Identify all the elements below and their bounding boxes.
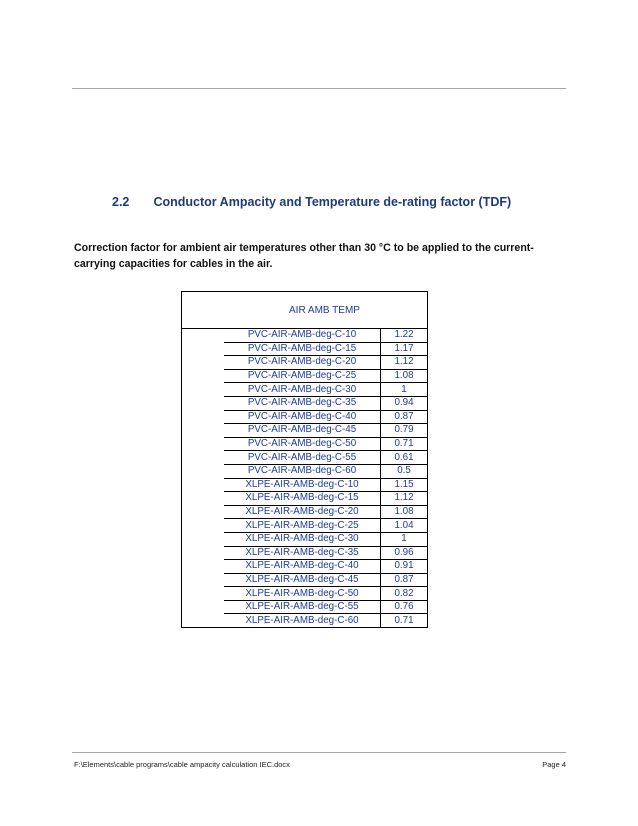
table-row (224, 369, 427, 383)
table-row (224, 560, 427, 574)
row-value: 1.12 (381, 492, 428, 506)
row-value: 0.76 (381, 600, 428, 614)
footer-rule (72, 752, 566, 753)
row-label: PVC-AIR-AMB-deg-C-30 (224, 383, 381, 397)
table-body (182, 329, 427, 627)
table-row (224, 329, 427, 342)
row-value: 1.08 (381, 369, 428, 383)
table-row (224, 587, 427, 601)
row-value: 0.96 (381, 546, 428, 560)
row-label: PVC-AIR-AMB-deg-C-60 (224, 464, 381, 478)
row-label: PVC-AIR-AMB-deg-C-20 (224, 356, 381, 370)
row-label: PVC-AIR-AMB-deg-C-45 (224, 424, 381, 438)
table-row (224, 519, 427, 533)
table-row (224, 437, 427, 451)
row-value: 0.82 (381, 587, 428, 601)
table-row (224, 492, 427, 506)
table-header (182, 292, 427, 329)
row-label: PVC-AIR-AMB-deg-C-35 (224, 396, 381, 410)
row-value: 0.91 (381, 560, 428, 574)
row-label: PVC-AIR-AMB-deg-C-55 (224, 451, 381, 465)
row-label: XLPE-AIR-AMB-deg-C-10 (224, 478, 381, 492)
table-row (224, 573, 427, 587)
row-value: 1.08 (381, 505, 428, 519)
row-value: 0.87 (381, 573, 428, 587)
table-row (224, 464, 427, 478)
footer-page-number: Page 4 (542, 760, 566, 769)
row-label: PVC-AIR-AMB-deg-C-50 (224, 437, 381, 451)
row-label: XLPE-AIR-AMB-deg-C-50 (224, 587, 381, 601)
row-label: PVC-AIR-AMB-deg-C-15 (224, 342, 381, 356)
row-label: XLPE-AIR-AMB-deg-C-45 (224, 573, 381, 587)
row-value: 0.71 (381, 614, 428, 627)
section-heading (112, 195, 511, 209)
table-row (224, 342, 427, 356)
row-label: XLPE-AIR-AMB-deg-C-20 (224, 505, 381, 519)
row-value: 1 (381, 383, 428, 397)
row-value: 0.94 (381, 396, 428, 410)
table-row (224, 600, 427, 614)
row-value: 1.17 (381, 342, 428, 356)
table-row (224, 505, 427, 519)
table-row (224, 383, 427, 397)
table-row (224, 396, 427, 410)
row-label: XLPE-AIR-AMB-deg-C-55 (224, 600, 381, 614)
row-value: 0.61 (381, 451, 428, 465)
row-label: PVC-AIR-AMB-deg-C-40 (224, 410, 381, 424)
table-row (224, 532, 427, 546)
air-amb-temp-table (181, 291, 428, 628)
row-value: 1.04 (381, 519, 428, 533)
footer-file-path: F:\Elements\cable programs\cable ampacity calculation IEC.docx (74, 760, 290, 769)
table-row (224, 546, 427, 560)
row-value: 0.71 (381, 437, 428, 451)
section-title: Conductor Ampacity and Temperature de-rating factor (TDF) (153, 195, 512, 209)
section-number: 2.2 (112, 195, 130, 209)
row-label: XLPE-AIR-AMB-deg-C-35 (224, 546, 381, 560)
table-row (224, 478, 427, 492)
row-value: 0.79 (381, 424, 428, 438)
row-label: PVC-AIR-AMB-deg-C-25 (224, 369, 381, 383)
correction-factor-paragraph: Correction factor for ambient air temperatures other than 30 °C to be applied to the current-carrying capacities for cables in the air. (74, 242, 534, 270)
row-value: 1.22 (381, 329, 428, 342)
header-rule (72, 88, 566, 89)
row-value: 1 (381, 532, 428, 546)
row-label: XLPE-AIR-AMB-deg-C-60 (224, 614, 381, 627)
table-row (224, 424, 427, 438)
row-value: 1.12 (381, 356, 428, 370)
row-label: XLPE-AIR-AMB-deg-C-25 (224, 519, 381, 533)
row-label: XLPE-AIR-AMB-deg-C-40 (224, 560, 381, 574)
table-header-label: AIR AMB TEMP (289, 305, 360, 316)
table-row (224, 356, 427, 370)
table-row (224, 410, 427, 424)
row-value: 1.15 (381, 478, 428, 492)
row-label: PVC-AIR-AMB-deg-C-10 (247, 329, 357, 341)
row-label: XLPE-AIR-AMB-deg-C-15 (224, 492, 381, 506)
row-value: 0.87 (381, 410, 428, 424)
row-label: XLPE-AIR-AMB-deg-C-30 (224, 532, 381, 546)
row-value: 0.5 (381, 464, 428, 478)
table-row (224, 451, 427, 465)
table-row (224, 614, 427, 627)
